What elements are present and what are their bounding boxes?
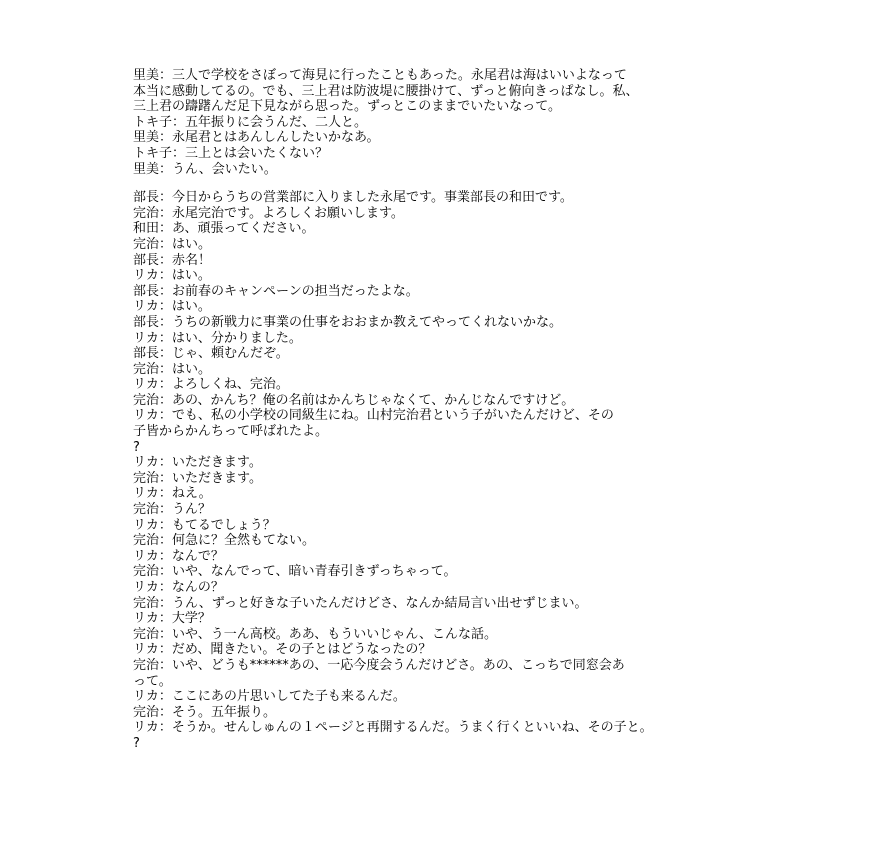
text-line: 三上君の躊躇んだ足下見ながら思った。ずっとこのままでいたいなって。	[133, 99, 561, 115]
text-line: リカ：もてるでしょう？	[133, 517, 276, 533]
text-line: 完治：はい。	[133, 236, 212, 252]
text-line: リカ：よろしくね、完治。	[133, 377, 289, 393]
text-line: リカ：大学？	[133, 611, 211, 627]
text-line: 完治：うん、ずっと好きな子いたんだけどさ、なんか結局言い出せずじまい。	[133, 595, 588, 611]
text-line: ?	[133, 439, 140, 455]
text-line: リカ：いただきます。	[133, 455, 262, 471]
text-line: 部長：お前春のキャンペーンの担当だったよな。	[133, 283, 419, 299]
text-line: 完治：うん？	[133, 502, 212, 518]
section-gap	[133, 177, 823, 190]
text-line: 里美：三人で学校をさぼって海見に行ったこともあった。永尾君は海はいいよなって	[133, 68, 627, 83]
text-line: リカ：そうか。せんしゅんの１ページと再開するんだ。うまく行くといいね、その子と。	[133, 720, 653, 736]
text-line: 部長：うちの新戦力に事業の仕事をおおまか教えてやってくれないかな。	[133, 314, 563, 330]
text-line: 完治：いや、う一ん高校。ああ、もういいじゃん、こんな話。	[133, 626, 498, 642]
text-line: 部長：赤名！	[133, 252, 212, 268]
text-line: 完治：いただきます。	[133, 470, 262, 486]
section-2	[133, 190, 823, 751]
text-line: リカ：はい。	[133, 299, 211, 315]
section-1	[133, 68, 823, 177]
text-line: 部長：今日からうちの営業部に入りました永尾です。事業部長の和田です。	[133, 190, 573, 206]
text-line: リカ：なんの？	[133, 580, 224, 595]
text-line: 和田：あ、頑張ってください。	[133, 221, 315, 237]
text-line: 完治：いや、どうも******あの、一応今度会うんだけどさ。あの、こっちで同窓会あ	[133, 657, 625, 673]
text-line: 里美：うん、会いたい。	[133, 161, 277, 177]
text-line: リカ：はい。	[133, 268, 211, 284]
text-line: 完治：そう。五年振り。	[133, 704, 277, 720]
text-line: トキ子：五年振りに会うんだ、二人と。	[133, 114, 368, 130]
text-line: リカ：なんで？	[133, 548, 224, 564]
text-line: 完治：あの、かんち？俺の名前はかんちじゃなくて、かんじなんですけど。	[133, 392, 575, 408]
text-line: 本当に感動してるの。でも、三上君は防波堤に腰掛けて、ずっと俯向きっぱなし。私、	[133, 83, 639, 99]
text-line: リカ：だめ、聞きたい。その子とはどうなったの？	[133, 642, 432, 658]
text-line: 完治：いや、なんでって、暗い青春引きずっちゃって。	[133, 564, 457, 580]
text-line: トキ子：三上とは会いたくない？	[133, 145, 329, 161]
text-line: って。	[133, 673, 172, 689]
text-line: リカ：ねえ。	[133, 486, 212, 502]
text-line: 里美：永尾君とはあんしんしたいかなあ。	[133, 130, 380, 146]
text-line: 完治：永尾完治です。よろしくお願いします。	[133, 205, 404, 221]
text-line: 部長：じゃ、頼むんだぞ。	[133, 346, 289, 362]
text-line: 子皆からかんちって呼ばれたよ。	[133, 424, 329, 440]
text-line: リカ：はい、分かりました。	[133, 330, 302, 346]
document-page	[133, 68, 823, 752]
text-line: 完治：はい。	[133, 361, 212, 377]
text-line: リカ：ここにあの片思いしてた子も来るんだ。	[133, 689, 406, 705]
text-line: リカ：でも、私の小学校の同級生にね。山村完治君という子がいたんだけど、その	[133, 408, 614, 424]
text-line: 完治：何急に？全然もてない。	[133, 533, 316, 549]
text-line: ?	[133, 735, 140, 751]
